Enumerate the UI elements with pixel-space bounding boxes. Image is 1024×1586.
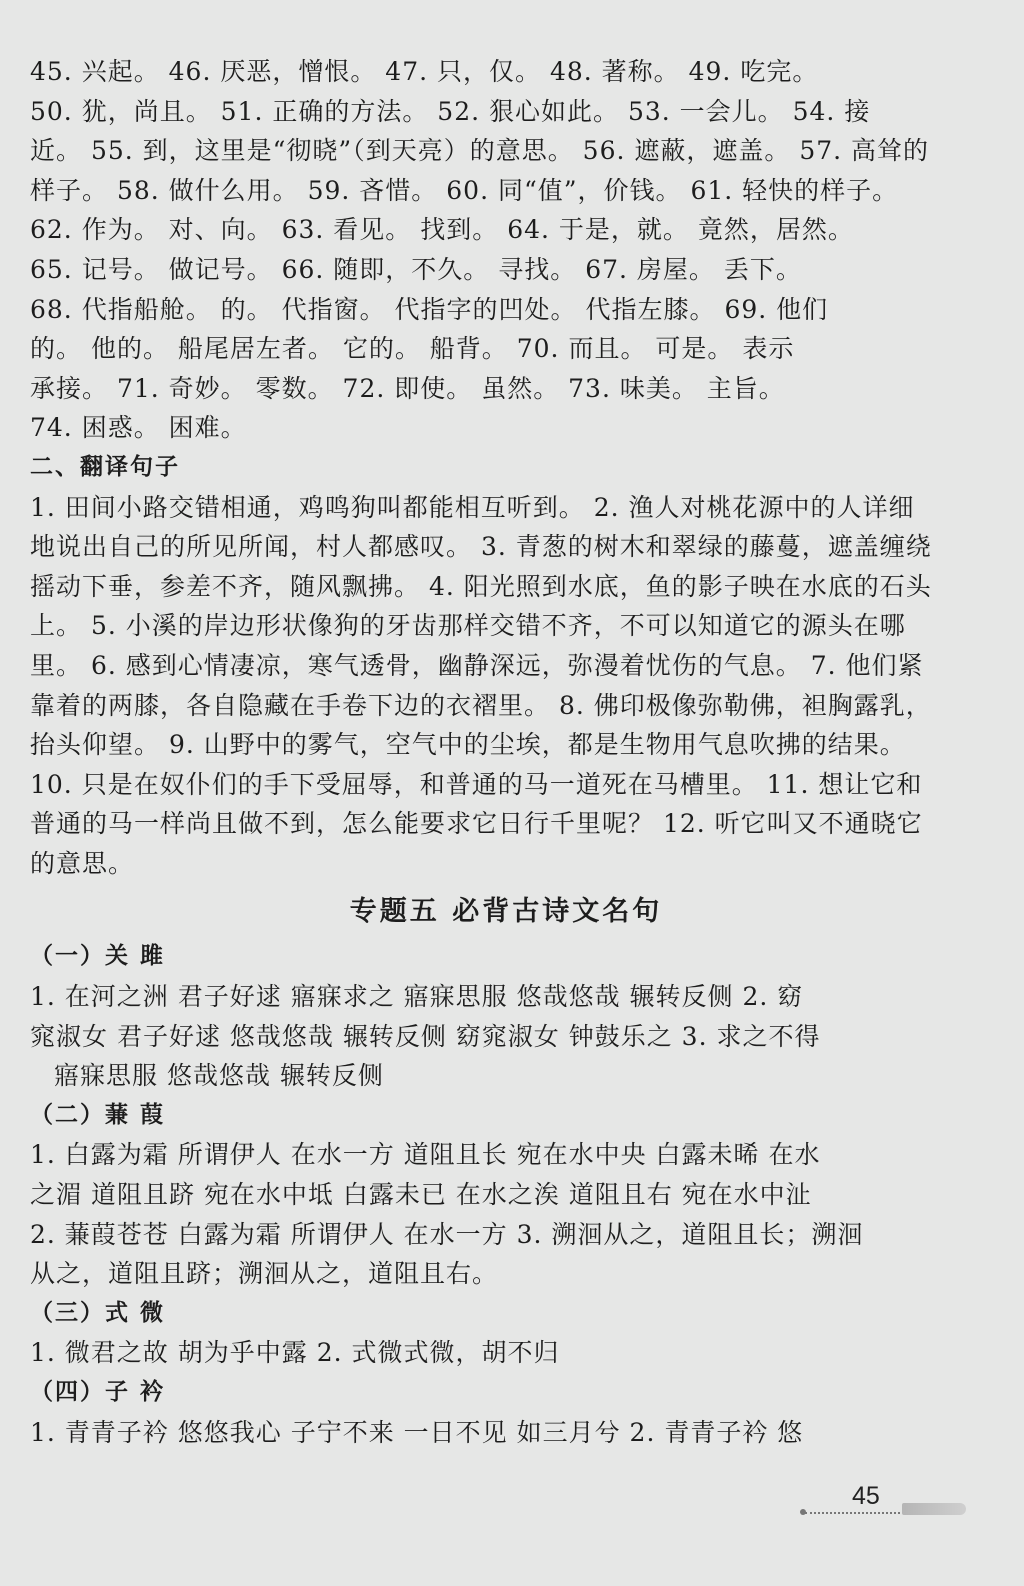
poem-shiwei — [30, 1294, 932, 1373]
page-number-bar — [902, 1503, 966, 1515]
poem-line: 窕淑女 君子好逑 悠哉悠哉 辗转反侧 窈窕淑女 钟鼓乐之 3. 求之不得 — [30, 1021, 821, 1051]
answer-line: 68. 代指船舱。 的。 代指窗。 代指字的凹处。 代指左膝。 69. 他们 — [30, 294, 829, 324]
answer-line: 承接。 71. 奇妙。 零数。 72. 即使。 虽然。 73. 味美。 主旨。 — [30, 373, 785, 403]
poem-line: 1. 微君之故 胡为乎中露 2. 式微式微，胡不归 — [30, 1338, 560, 1368]
poem-line: 1. 青青子衿 悠悠我心 子宁不来 一日不见 如三月兮 2. 青青子衿 悠 — [30, 1417, 804, 1447]
poem-line: 1. 在河之洲 君子好逑 寤寐求之 寤寐思服 悠哉悠哉 辗转反侧 2. 窈 — [30, 982, 804, 1012]
poem-line: 寤寐思服 悠哉悠哉 辗转反侧 — [54, 1061, 384, 1091]
topic-title: 专题五 必背古诗文名句 — [349, 896, 663, 928]
page-number: 45 — [852, 1482, 880, 1510]
poem-title: （四）子 衿 — [30, 1379, 166, 1405]
section-heading-translation: 二、翻译句子 — [30, 453, 180, 480]
page-number-rule — [805, 1512, 900, 1514]
answer-line: 的。 他的。 船尾居左者。 它的。 船背。 70. 而且。 可是。 表示 — [30, 334, 795, 364]
answer-line: 65. 记号。 做记号。 66. 随即，不久。 寻找。 67. 房屋。 丢下。 — [30, 254, 802, 284]
translation-line: 地说出自己的所见所闻，村人都感叹。 3. 青葱的树木和翠绿的藤蔓，遮盖缠绕 — [30, 532, 932, 562]
poem-title: （一）关 雎 — [30, 943, 166, 970]
answer-line: 近。 55. 到，这里是“彻晓”（到天亮）的意思。 56. 遮蔽，遮盖。 57. 高耸的 — [30, 136, 930, 166]
answer-line: 样子。 58. 做什么用。 59. 吝惜。 60. 同“值”，价钱。 61. 轻快的样子。 — [30, 175, 899, 205]
poem-zijin — [30, 1373, 932, 1452]
poem-jianjia — [30, 1096, 932, 1294]
translation-line: 普通的马一样尚且做不到，怎么能要求它日行千里呢？ 12. 听它叫又不通晓它 — [30, 809, 923, 839]
translation-line: 摇动下垂，参差不齐，随风飘拂。 4. 阳光照到水底，鱼的影子映在水底的石头 — [30, 571, 932, 601]
translation-line: 里。 6. 感到心情凄凉，寒气透骨，幽静深远，弥漫着忧伤的气息。 7. 他们紧 — [30, 650, 924, 680]
translation-line: 上。 5. 小溪的岸边形状像狗的牙齿那样交错不齐，不可以知道它的源头在哪 — [30, 611, 906, 641]
poem-line: 2. 蒹葭苍苍 白露为霜 所谓伊人 在水一方 3. 溯洄从之，道阻且长；溯洄 — [30, 1219, 864, 1249]
translation-line: 靠着的两膝，各自隐藏在手卷下边的衣褶里。 8. 佛印极像弥勒佛，袒胸露乳， — [30, 690, 932, 720]
answer-line: 50. 犹，尚且。 51. 正确的方法。 52. 狠心如此。 53. 一会儿。 54. 接 — [30, 96, 871, 126]
translation-line: 抬头仰望。 9. 山野中的雾气，空气中的尘埃，都是生物用气息吹拂的结果。 — [30, 730, 906, 760]
translation-line: 的意思。 — [30, 848, 135, 878]
poem-title: （二）蒹 葭 — [30, 1101, 166, 1128]
answer-line: 74. 困惑。 困难。 — [30, 413, 247, 443]
translation-line: 1. 田间小路交错相通，鸡鸣狗叫都能相互听到。 2. 渔人对桃花源中的人详细 — [30, 492, 915, 522]
poem-title: （三）式 微 — [30, 1299, 166, 1326]
translation-answers — [30, 488, 932, 884]
answer-line: 45. 兴起。 46. 厌恶，憎恨。 47. 只，仅。 48. 著称。 49. 吃完。 — [30, 57, 819, 86]
translation-line: 10. 只是在奴仆们的手下受屈辱，和普通的马一道死在马槽里。 11. 想让它和 — [30, 769, 923, 799]
poem-guanju — [30, 937, 932, 1095]
poem-line: 1. 白露为霜 所谓伊人 在水一方 道阻且长 宛在水中央 白露未晞 在水 — [30, 1140, 821, 1170]
vocabulary-answers — [30, 52, 932, 448]
poem-line: 之湄 道阻且跻 宛在水中坻 白露未已 在水之涘 道阻且右 宛在水中沚 — [30, 1180, 812, 1210]
poem-line: 从之，道阻且跻；溯洄从之，道阻且右。 — [30, 1259, 499, 1289]
answer-line: 62. 作为。 对、向。 63. 看见。 找到。 64. 于是，就。 竟然，居然。 — [30, 215, 854, 245]
